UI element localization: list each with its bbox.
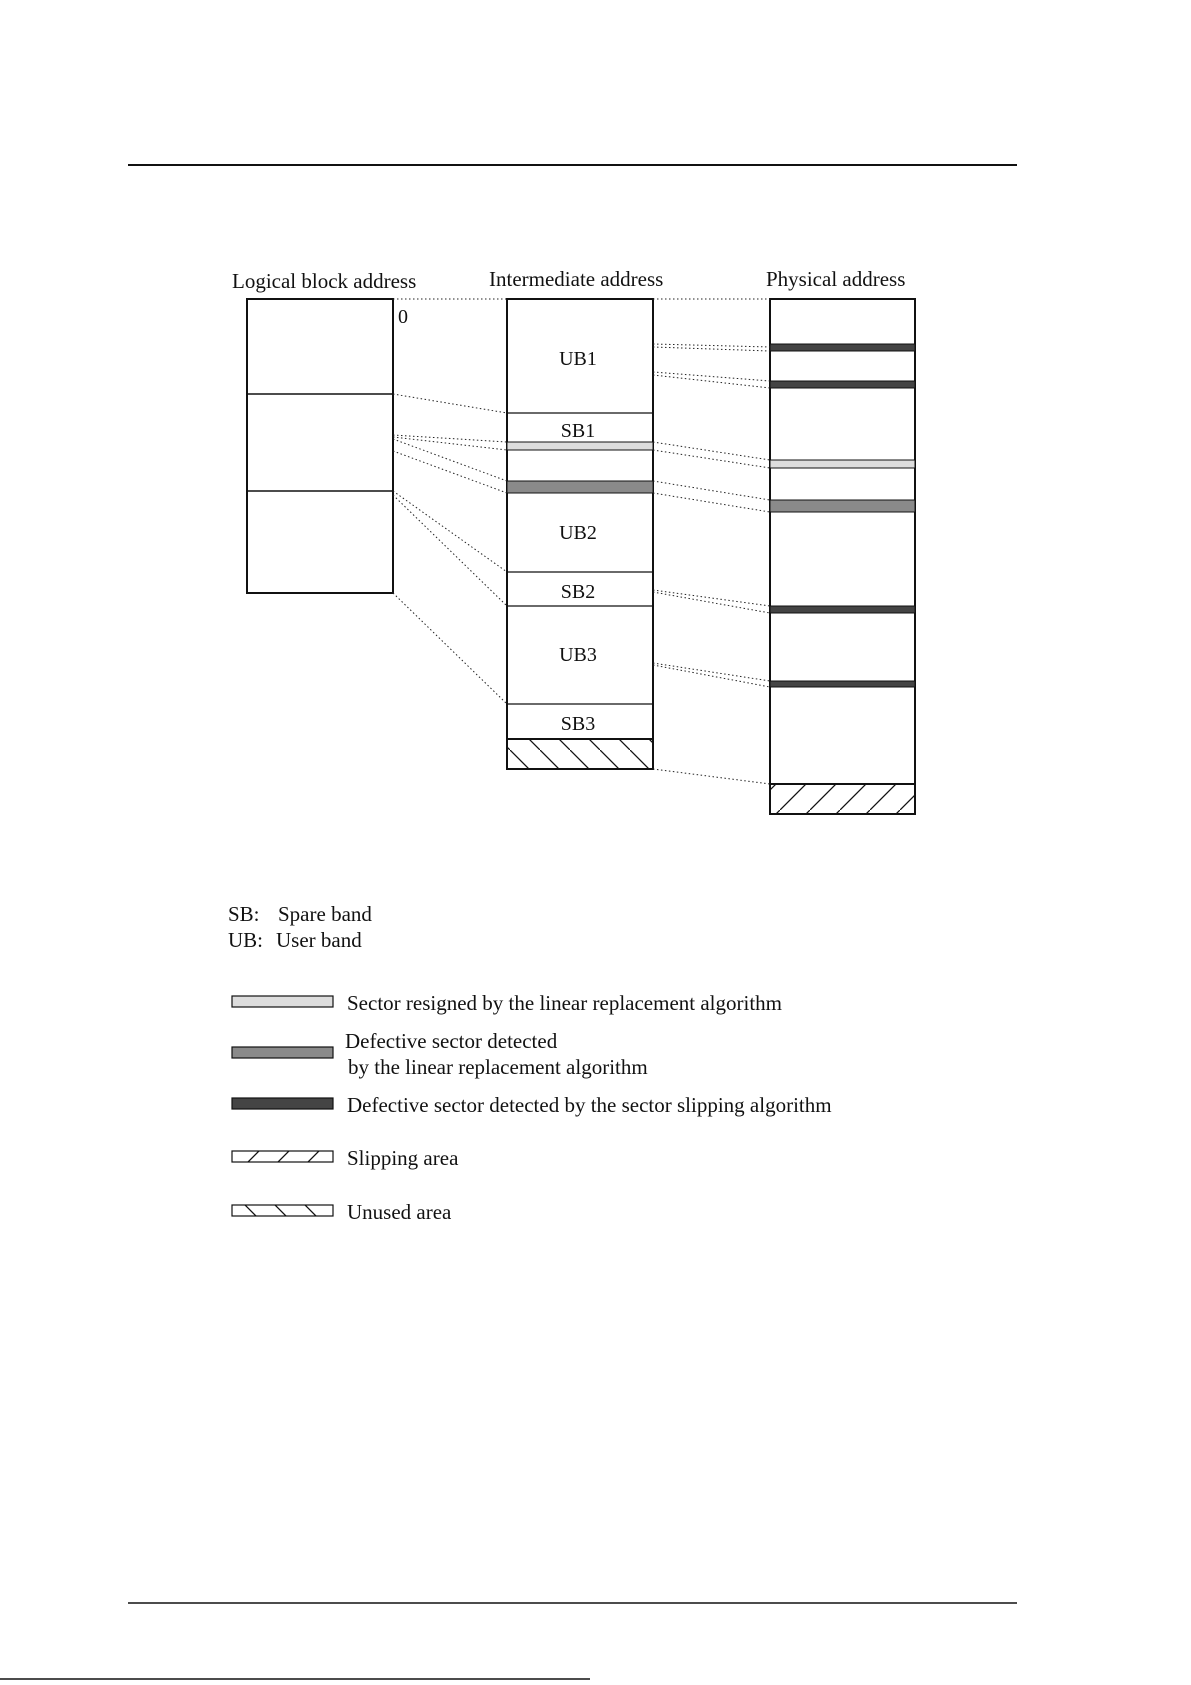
physical-defective-linear-sector — [770, 500, 915, 512]
header-intermediate-address: Intermediate address — [489, 267, 664, 291]
legend-label-slipping-area: Slipping area — [347, 1146, 459, 1170]
intermediate-defective-linear-sector — [507, 481, 653, 493]
map-line-p2a — [653, 372, 770, 381]
header-physical-address: Physical address — [766, 267, 906, 291]
logical-column — [247, 299, 393, 593]
legend-swatch-slipping-area — [232, 1151, 333, 1162]
map-line-p-resigned-a — [653, 442, 770, 460]
address-zero-label: 0 — [398, 306, 408, 328]
map-line-l2d — [393, 451, 507, 493]
legend-label-defective-slipping: Defective sector detected by the sector slipping algorithm — [347, 1093, 832, 1117]
map-line-p-bottom — [653, 769, 770, 784]
map-line-l2c — [393, 439, 507, 481]
map-line-p-defective-b — [653, 493, 770, 512]
band-label-ub3: UB3 — [559, 644, 597, 666]
physical-slipping-area — [770, 784, 915, 814]
band-label-sb2: SB2 — [560, 581, 596, 603]
band-label-ub2: UB2 — [559, 522, 597, 544]
legend-swatch-defective-slipping — [232, 1098, 333, 1109]
legend-label-defective-linear-2: by the linear replacement algorithm — [348, 1055, 648, 1079]
physical-defective-slipping-sector-2 — [770, 381, 915, 388]
physical-resigned-sector — [770, 460, 915, 468]
map-line-p1b — [653, 347, 770, 351]
map-line-p2b — [653, 375, 770, 388]
physical-defective-slipping-sector-4 — [770, 681, 915, 687]
band-label-sb1: SB1 — [560, 420, 596, 442]
abbr-ub-meaning: User band — [276, 928, 362, 952]
map-line-p-resigned-b — [653, 450, 770, 468]
physical-defective-slipping-sector-3 — [770, 606, 915, 613]
legend-swatch-unused-area — [232, 1205, 333, 1216]
abbr-sb: SB: — [228, 902, 260, 926]
physical-column — [770, 299, 915, 814]
abbr-ub: UB: — [228, 928, 264, 952]
abbr-sb-meaning: Spare band — [278, 902, 372, 926]
legend-label-resigned: Sector resigned by the linear replacement algorithm — [347, 991, 783, 1015]
map-line-p1a — [653, 344, 770, 347]
map-line-p-sb2-a — [653, 590, 770, 606]
physical-defective-slipping-sector-1 — [770, 344, 915, 351]
map-line-p-sb2-b — [653, 592, 770, 613]
legend-swatch-defective-linear — [232, 1047, 333, 1058]
intermediate-resigned-sector — [507, 442, 653, 450]
map-line-p-ub3-a — [653, 663, 770, 681]
legend-label-unused-area: Unused area — [347, 1200, 452, 1224]
map-line-p-defective-a — [653, 481, 770, 500]
map-line-l1-sb1 — [393, 394, 507, 413]
map-line-l-bottom — [393, 593, 507, 704]
map-line-l3b — [393, 495, 507, 606]
header-logical-block-address: Logical block address — [232, 269, 417, 293]
legend-label-defective-linear-1: Defective sector detected — [345, 1029, 558, 1053]
map-line-l3a — [393, 491, 507, 572]
intermediate-unused-area — [507, 739, 653, 769]
band-label-ub1: UB1 — [559, 348, 597, 370]
legend-swatch-resigned — [232, 996, 333, 1007]
band-label-sb3: SB3 — [560, 713, 596, 735]
map-line-p-ub3-b — [653, 665, 770, 687]
